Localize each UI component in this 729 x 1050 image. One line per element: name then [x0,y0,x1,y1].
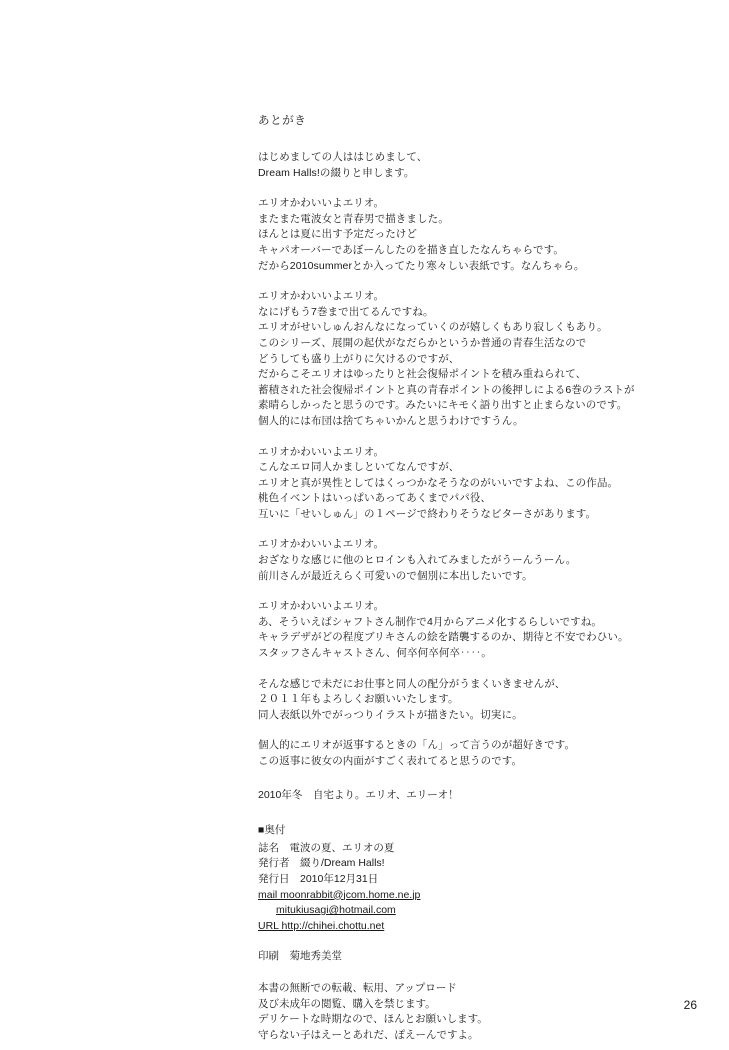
paragraph-intro [258,150,678,181]
text-line: エリオかわいいよエリオ。 [258,197,385,210]
colophon-title-row: 誌名 電波の夏、エリオの夏 [258,841,395,854]
text-line: このシリーズ、展開の起伏がなだらかというか普通の青春生活なので [258,336,587,349]
page-number: 26 [683,998,697,1012]
notice-line: 及び未成年の閲覧、購入を禁じます。 [258,997,436,1010]
text-line: エリオかわいいよエリオ。 [258,445,385,458]
text-line: 同人表紙以外でがっつりイラストが描きたい。切実に。 [258,708,523,721]
paragraph-erio-1 [258,196,678,274]
website-url[interactable]: URL http://chihei.chottu.net [258,919,385,932]
text-line: エリオがせいしゅんおんなになっていくのが嬉しくもあり寂しくもあり。 [258,321,608,334]
text-line: そんな感じで未だにお仕事と同人の配分がうまくいきませんが、 [258,677,566,690]
page-title: あとがき [258,115,307,127]
paragraph-erio-5 [258,599,678,661]
text-line: エリオかわいいよエリオ。 [258,290,385,303]
text-line: Dream Halls!の綴りと申します。 [258,166,415,179]
paragraph-erio-3 [258,445,678,523]
text-line: またまた電波女と青春男で描きました。 [258,212,449,225]
colophon-publisher-row: 発行者 綴り/Dream Halls! [258,857,385,870]
text-line: 互いに「せいしゅん」の１ページで終わりそうなビターさがあります。 [258,507,597,520]
copyright-notice [258,981,678,1043]
text-line: 桃色イベントはいっぱいあってあくまでパパ役、 [258,492,492,505]
paragraph-erio-2 [258,289,678,429]
text-line: なにげもう7巻まで出てるんですね。 [258,305,434,318]
text-line: ２０１１年もよろしくお願いいたします。 [258,693,459,706]
text-line: 蓄積された社会復帰ポイントと真の青春ポイントの後押しによる6巻のラストが [258,383,635,396]
text-line: キャパオーバーであぼーんしたのを描き直したなんちゃらです。 [258,243,564,256]
text-line: 個人的には布団は捨てちゃいかんと思うわけですうん。 [258,414,524,427]
text-line: おざなりな感じに他のヒロインも入れてみましたがうーんうーん。 [258,554,577,567]
email-secondary[interactable]: mitukiusagi@hotmail.com [276,904,396,917]
paragraph-closing-1 [258,677,678,724]
paragraph-closing-2 [258,738,678,769]
text-line: キャラデザがどの程度ブリキさんの絵を踏襲するのか、期待と不安でわひい。 [258,631,629,644]
printer-info: 印刷 菊地秀美堂 [258,950,342,963]
text-line: 前川さんが最近えらく可愛いので個別に本出したいです。 [258,569,533,582]
colophon-details [258,841,678,935]
text-line: だから2010summerとか入ってたり寒々しい表紙です。なんちゃら。 [258,259,585,272]
signature-date: 2010年冬 自宅より。エリオ、エリーオ！ [258,788,459,801]
colophon-date-row: 発行日 2010年12月31日 [258,872,379,885]
text-line: スタッフさんキャストさん、何卒何卒何卒‥‥。 [258,647,492,660]
text-line: 素晴らしかったと思うのです。みたいにキモく語り出すと止まらないのです。 [258,399,628,412]
text-line: あ、そういえばシャフトさん制作で4月からアニメ化するらしいですね。 [258,615,602,628]
text-line: この返事に彼女の内面がすごく表れてると思うのです。 [258,755,523,767]
notice-line: 守らない子はえーとあれだ、ぽえーんですよ。 [258,1028,479,1041]
text-line: ほんとは夏に出す予定だったけど [258,228,417,241]
notice-line: デリケートな時期なので、ほんとお願いします。 [258,1013,488,1026]
text-line: エリオと真が異性としてはくっつかなそうなのがいいですよね、この作品。 [258,476,619,489]
notice-line: 本書の無断での転載、転用、アップロード [258,981,457,994]
text-line: だからこそエリオはゆったりと社会復帰ポイントを積み重ねられて、 [258,368,587,381]
text-line: はじめましての人ははじめまして、 [258,151,428,163]
text-line: エリオかわいいよエリオ。 [258,600,385,613]
text-line: こんなエロ同人かましといてなんですが、 [258,461,460,474]
afterword-content [258,112,678,1043]
colophon-heading: ■奥付 [258,824,286,837]
text-line: 個人的にエリオが返事するときの「ん」って言うのが超好きです。 [258,739,576,752]
text-line: エリオかわいいよエリオ。 [258,538,385,551]
email-primary[interactable]: mail moonrabbit@jcom.home.ne.jp [258,888,421,901]
paragraph-erio-4 [258,537,678,584]
text-line: どうしても盛り上がりに欠けるのですが、 [258,352,460,365]
